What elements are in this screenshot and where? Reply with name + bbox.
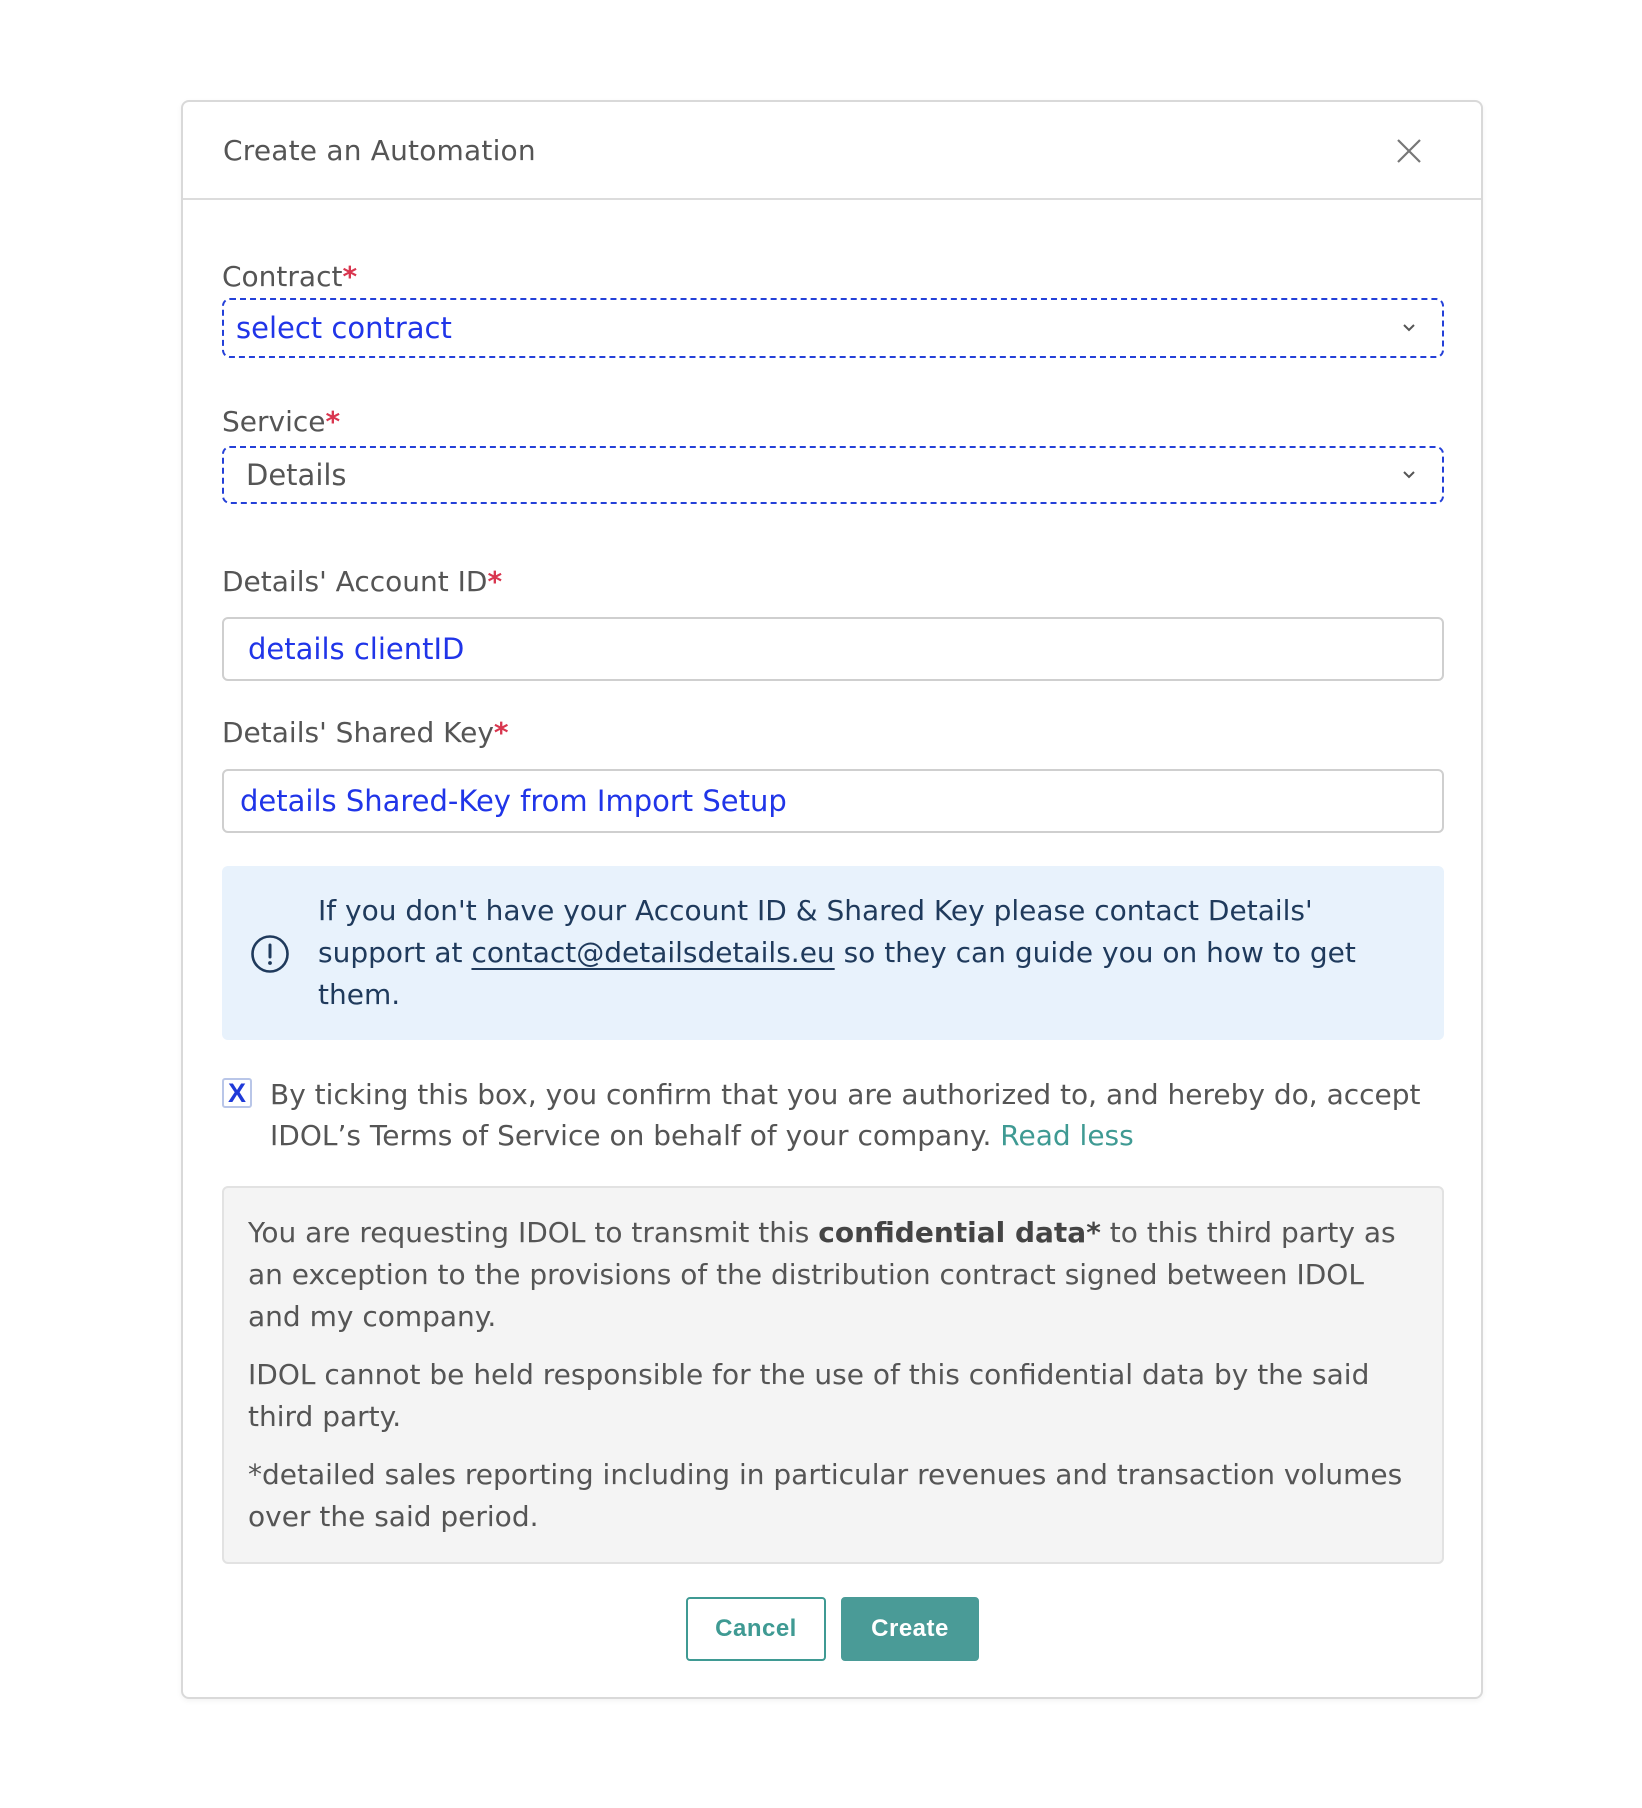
- modal-title: Create an Automation: [223, 134, 536, 167]
- account-id-label: [222, 565, 502, 598]
- modal-header: [183, 102, 1481, 200]
- consent-text: By ticking this box, you confirm that you are authorized to, and hereby do, accept IDOL’s Terms of Service on behalf of your company.: [270, 1078, 1421, 1152]
- service-label: [222, 405, 340, 438]
- terms-checkbox[interactable]: X: [222, 1078, 252, 1108]
- info-text-before: If you don't have your Account ID & Shared Key please contact Details' support at: [318, 894, 1313, 969]
- chevron-down-icon: [1402, 323, 1416, 333]
- info-text-after: so they can guide you on how to get them.: [318, 936, 1356, 1011]
- account-id-label-text: Details' Account ID: [222, 565, 488, 598]
- required-marker: *: [487, 565, 503, 598]
- alert-circle-icon: [250, 934, 290, 974]
- legal-paragraph-1: [248, 1212, 1418, 1338]
- required-marker: *: [493, 716, 509, 749]
- account-id-input[interactable]: [222, 617, 1444, 681]
- shared-key-input[interactable]: [222, 769, 1444, 833]
- shared-key-label-text: Details' Shared Key: [222, 716, 494, 749]
- service-select[interactable]: [222, 446, 1444, 504]
- confidential-data-emphasis: confidential data*: [818, 1216, 1101, 1249]
- contract-select[interactable]: [222, 298, 1444, 358]
- account-id-value: details clientID: [248, 632, 465, 666]
- terms-consent-text: [270, 1074, 1452, 1156]
- contract-select-value: select contract: [236, 311, 452, 345]
- support-email-link[interactable]: contact@detailsdetails.eu: [471, 936, 835, 969]
- shared-key-label: [222, 716, 509, 749]
- close-icon[interactable]: [1396, 138, 1422, 164]
- shared-key-value: details Shared-Key from Import Setup: [240, 784, 787, 818]
- service-select-value: Details: [246, 458, 347, 492]
- contract-label: [222, 260, 357, 293]
- create-button[interactable]: Create: [841, 1597, 979, 1661]
- required-marker: *: [342, 260, 358, 293]
- info-text: [318, 890, 1398, 1016]
- read-less-link[interactable]: Read less: [1000, 1119, 1134, 1152]
- info-alert: [222, 866, 1444, 1040]
- chevron-down-icon: [1402, 470, 1416, 480]
- contract-label-text: Contract: [222, 260, 343, 293]
- legal-paragraph-3: *detailed sales reporting including in particular revenues and transaction volumes over the said period.: [248, 1458, 1403, 1533]
- legal-paragraph-2: IDOL cannot be held responsible for the use of this confidential data by the said third party.: [248, 1358, 1370, 1433]
- required-marker: *: [325, 405, 341, 438]
- legal-notice: [222, 1186, 1444, 1564]
- cancel-button[interactable]: Cancel: [686, 1597, 826, 1661]
- legal-p1-after: to this third party as an exception to the provisions of the distribution contract signed between IDOL and my company.: [248, 1216, 1396, 1333]
- legal-p1-before: You are requesting IDOL to transmit this: [248, 1216, 819, 1249]
- service-label-text: Service: [222, 405, 326, 438]
